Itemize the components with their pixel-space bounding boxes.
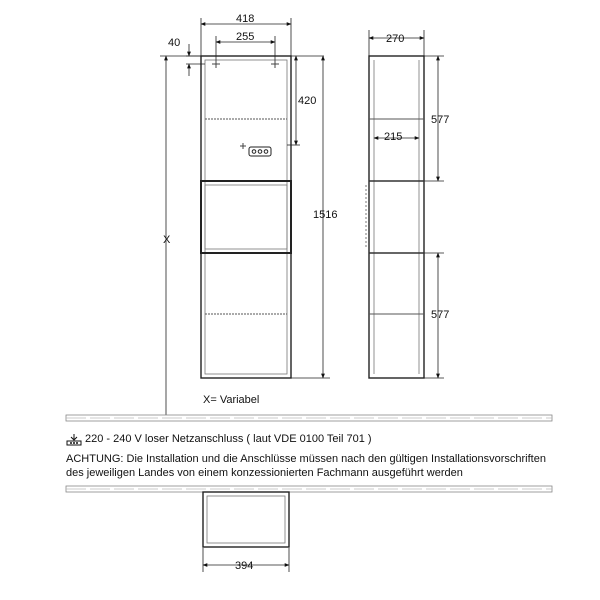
power-socket-icon [66, 433, 82, 446]
dim-depth: 270 [386, 33, 405, 45]
warning-line-1: ACHTUNG: Die Installation und die Anschlüsse müssen nach den gültigen Installationsvorschriften [66, 453, 546, 465]
floor-band-bottom [66, 486, 552, 492]
side-view-cabinet [366, 56, 424, 378]
dim-bottom-width: 394 [235, 560, 254, 572]
dim-width-total: 418 [236, 13, 255, 25]
dim-upper-section: 420 [298, 95, 317, 107]
dim-lower-compartment: 577 [431, 309, 450, 321]
top-view-cabinet [203, 492, 289, 547]
dim-variable-height: X [163, 234, 171, 246]
dim-edge-offset: 40 [168, 37, 181, 49]
front-view-cabinet [201, 56, 291, 378]
warning-note [66, 452, 546, 480]
dim-shelf-depth: 215 [384, 131, 403, 143]
variable-legend: X= Variabel [203, 394, 260, 406]
power-note [66, 432, 372, 446]
dim-upper-compartment: 577 [431, 114, 450, 126]
dim-total-height: 1516 [313, 209, 338, 221]
dim-inner-offset: 255 [236, 31, 255, 43]
warning-line-2: des jeweiligen Landes von einem konzessionierten Fachmann ausgeführt werden [66, 467, 463, 479]
floor-band-top [66, 415, 552, 421]
power-note-text: 220 - 240 V loser Netzanschluss ( laut VDE 0100 Teil 701 ) [85, 433, 372, 445]
